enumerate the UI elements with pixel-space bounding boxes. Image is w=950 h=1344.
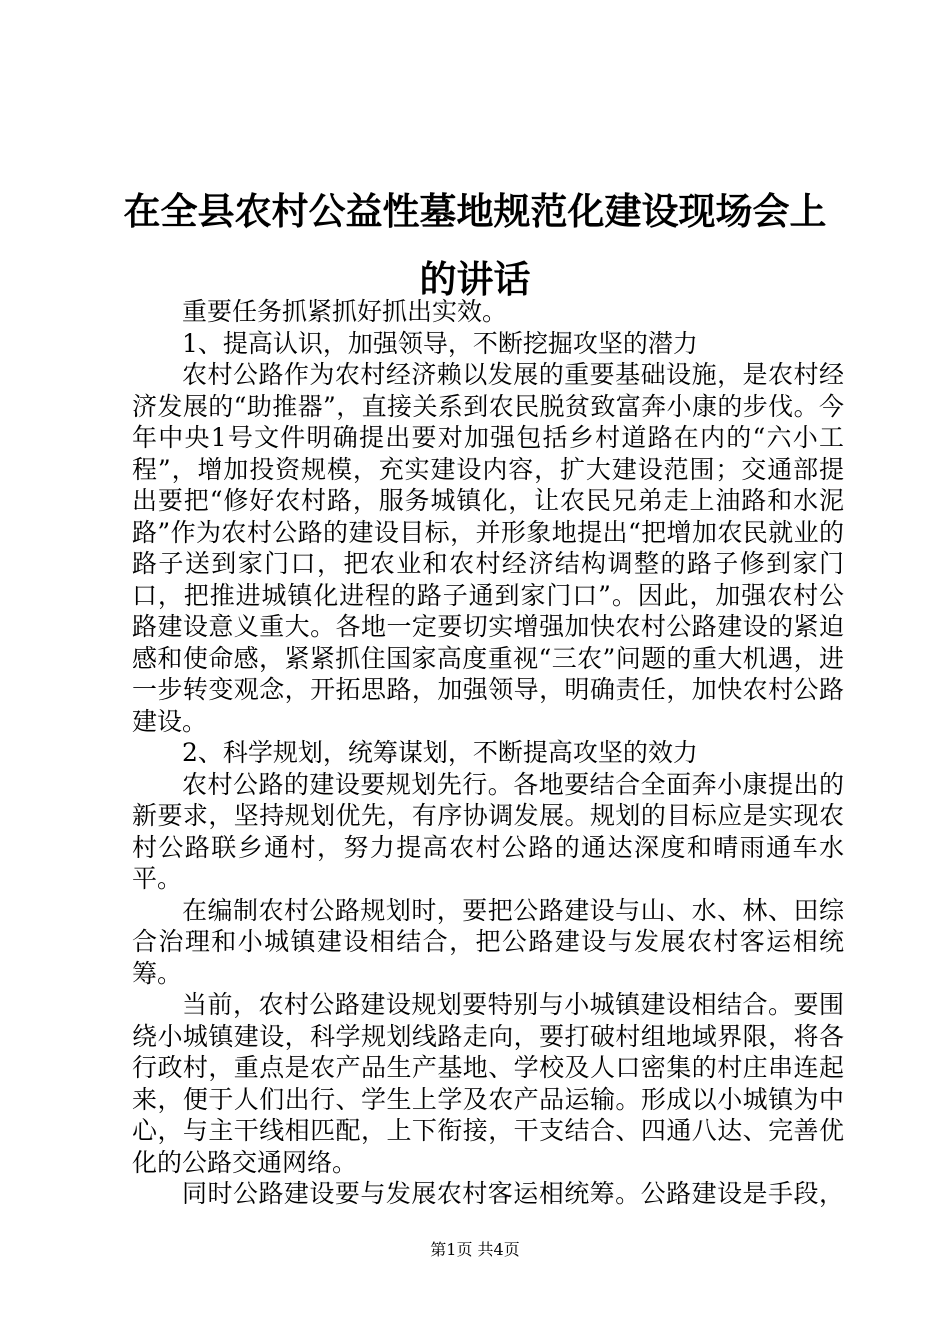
paragraph-planning-first: 农村公路的建设要规划先行。各地要结合全面奔小康提出的新要求，坚持规划优先，有序协调发展。规划的目标应是实现农村公路联乡通村，努力提高农村公路的通达深度和晴雨通车水平。 bbox=[132, 769, 844, 893]
paragraph-rural-road-importance: 农村公路作为农村经济赖以发展的重要基础设施，是农村经济发展的“助推器”，直接关系到农民脱贫致富奔小康的步伐。今年中央1号文件明确提出要对加强包括乡村道路在内的“六小工程”，增加投资规模，充实建设内容，扩大建设范围；交通部提出要把“修好农村路，服务城镇化，让农民兄弟走上油路和水泥路”作为农村公路的建设目标，并形象地提出“把增加农民就业的路子送到家门口，把农业和农村经济结构调整的路子修到家门口，把推进城镇化进程的路子通到家门口”。因此，加强农村公路建设意义重大。各地一定要切实增强加快农村公路建设的紧迫感和使命感，紧紧抓住国家高度重视“三农”问题的重大机遇，进一步转变观念，开拓思路，加强领导，明确责任，加快农村公路建设。 bbox=[132, 360, 844, 736]
document-title: 在全县农村公益性墓地规范化建设现场会上的讲话 bbox=[123, 190, 827, 301]
paragraph-town-integration: 当前，农村公路建设规划要特别与小城镇建设相结合。要围绕小城镇建设，科学规划线路走向，要打破村组地域界限，将各行政村，重点是农产品生产基地、学校及人口密集的村庄串连起来，便于人们出行、学生上学及农产品运输。形成以小城镇为中心，与主干线相匹配，上下衔接，干支结合、四通八达、完善优化的公路交通网络。 bbox=[132, 990, 844, 1177]
section-heading-2: 2、科学规划，统筹谋划，不断提高攻坚的效力 bbox=[182, 738, 698, 767]
paragraph-planning-integration: 在编制农村公路规划时，要把公路建设与山、水、林、田综合治理和小城镇建设相结合，把公路建设与发展农村客运相统筹。 bbox=[132, 895, 844, 988]
section-heading-1: 1、提高认识，加强领导，不断挖掘攻坚的潜力 bbox=[182, 328, 698, 358]
document-body bbox=[132, 296, 844, 1210]
paragraph-intro: 重要任务抓紧抓好抓出实效。 bbox=[182, 297, 508, 326]
paragraph-passenger-transport: 同时公路建设要与发展农村客运相统筹。公路建设是手段， bbox=[182, 1179, 844, 1208]
page-number-footer: 第1页 共4页 bbox=[430, 1240, 520, 1259]
